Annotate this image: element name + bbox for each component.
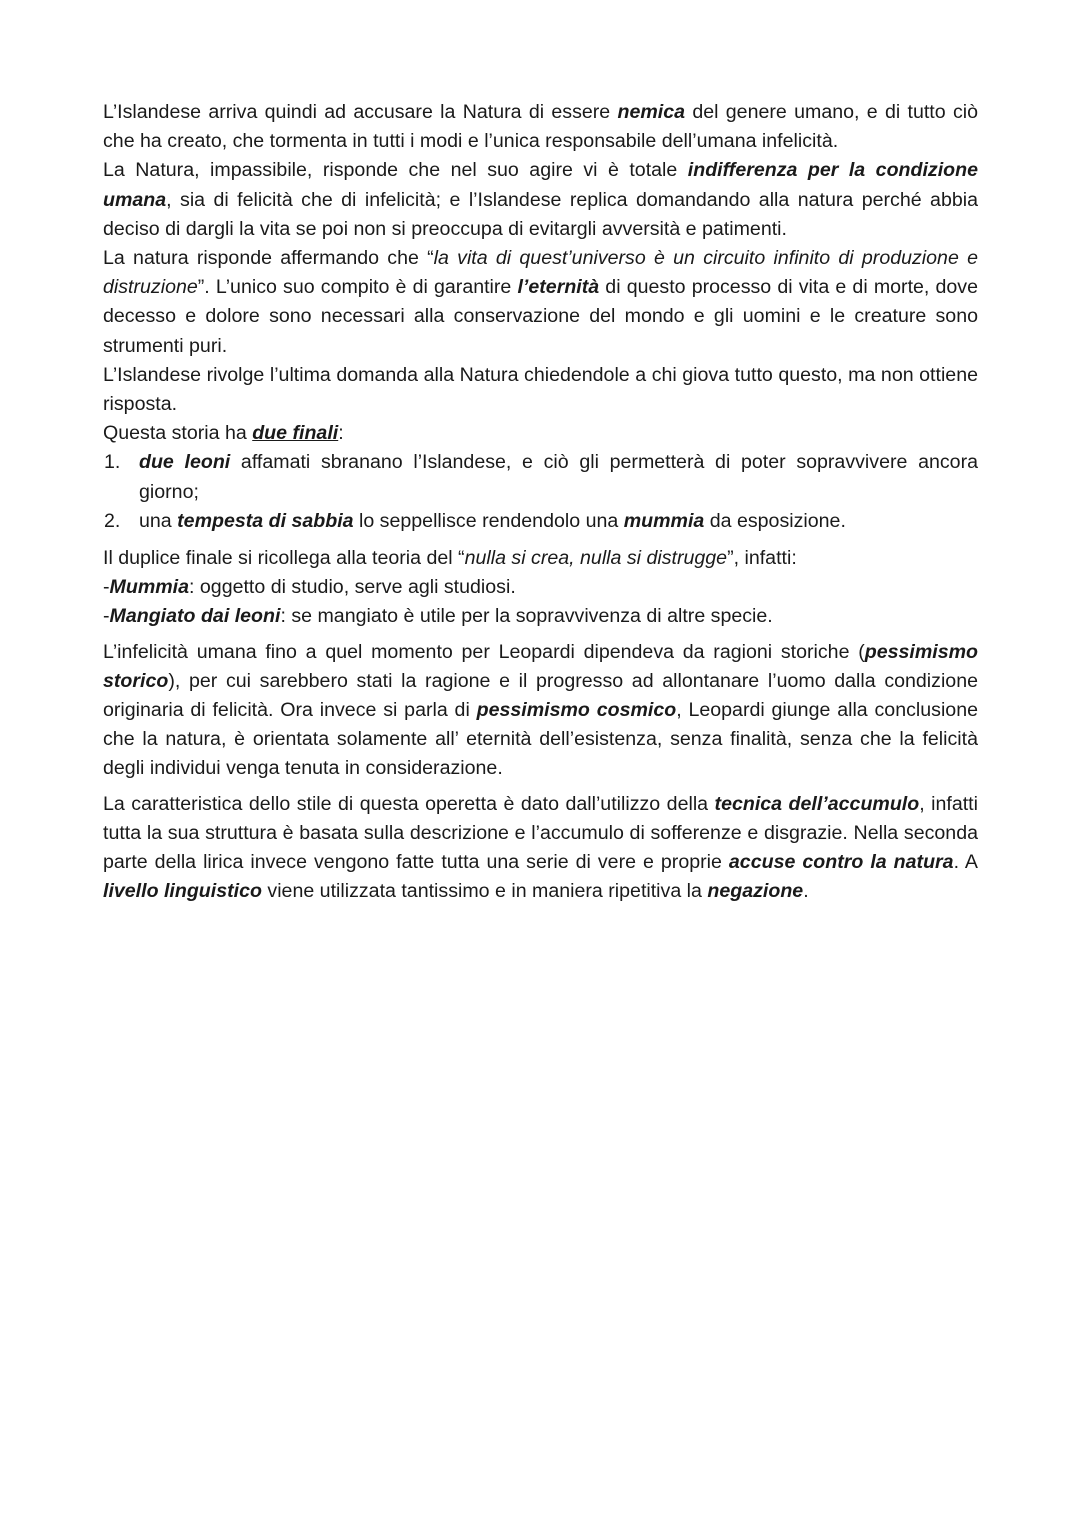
text-run: L’Islandese rivolge l’ultima domanda alla Natura chiedendole a chi giova tutto questo, ma non ottiene risposta. [103, 363, 978, 416]
text-run: . [803, 880, 809, 903]
quote-circuito: la vita di quest’universo è un circuito infinito di produzione e distruzione [103, 247, 978, 299]
text-run: da esposizione. [704, 509, 846, 532]
emphasis-due-finali: due finali [252, 422, 339, 445]
text-run: ”, infatti: [727, 547, 797, 570]
text-run: , sia di felicità che di infelicità; e l’Islandese replica domandando alla natura perché abbia deciso di dargli la vita se poi non si preoccupa di evitargli avversità e patimenti. [103, 188, 978, 240]
text-run: - [103, 576, 110, 599]
emphasis-pessimismo-cosmico: pessimismo cosmico [476, 699, 677, 722]
text-run: . A [953, 851, 978, 874]
emphasis-indifferenza: indifferenza per la condizione umana [103, 159, 979, 211]
text-run: lo seppellisce rendendolo una [353, 509, 624, 532]
text-run: : oggetto di studio, serve agli studiosi. [189, 576, 516, 599]
text-run: del genere umano, e di tutto ciò che ha creato, che tormenta in tutti i modi e l’unica responsabile dell’umana infelicità. [103, 101, 978, 153]
emphasis-livello-linguistico: livello linguistico [103, 880, 262, 903]
paragraph-endings-intro [103, 419, 978, 448]
paragraph-pessimism [103, 638, 978, 784]
emphasis-due-leoni: due leoni [139, 451, 231, 474]
paragraph-last-question [103, 361, 978, 419]
text-run: L’Islandese arriva quindi ad accusare la Natura di essere [103, 101, 618, 123]
text-run: affamati sbranano l’Islandese, e ciò gli permetterà di poter sopravvivere ancora giorno; [139, 451, 978, 503]
text-run: , Leopardi giunge alla conclusione che la natura, è orientata solamente all’ eternità dell’esistenza, senza finalità, senza che la felicità degli individui venga tenuta in considerazione. [103, 699, 978, 780]
endings-list [103, 448, 978, 536]
emphasis-eternita: l’eternità [517, 276, 600, 299]
text-run: : se mangiato è utile per la sopravvivenza di altre specie. [280, 605, 773, 628]
text-run: La Natura, impassibile, risponde che nel suo agire vi è totale [103, 159, 688, 182]
paragraph-double-ending [103, 544, 978, 573]
text-run: - [103, 605, 110, 628]
emphasis-mummia: mummia [623, 509, 705, 532]
text-run: La caratteristica dello stile di questa operetta è dato dall’utilizzo della [103, 792, 715, 815]
text-run: L’infelicità umana fino a quel momento per Leopardi dipendeva da ragioni storiche ( [103, 640, 865, 663]
list-number: 2. [104, 509, 121, 532]
emphasis-pessimismo-storico: pessimismo storico [103, 640, 978, 692]
text-run: ), per cui sarebbero stati la ragione e il progresso ad allontanare l’uomo dalla condizione originaria di felicità. Ora invece si parla di [103, 669, 978, 722]
line-mangiato [103, 602, 978, 631]
emphasis-tecnica-accumulo: tecnica dell’accumulo [714, 792, 920, 815]
paragraph-circuit [103, 244, 978, 361]
text-run: : [338, 422, 344, 445]
emphasis-negazione: negazione [707, 880, 804, 903]
list-item [103, 507, 978, 536]
emphasis-accuse: accuse contro la natura [728, 851, 954, 874]
text-run: La natura risponde affermando che “ [103, 247, 434, 270]
text-run: una [139, 509, 178, 532]
text-run: ”. L’unico suo compito è di garantire [197, 276, 518, 299]
emphasis-nemica: nemica [617, 101, 686, 123]
paragraph-accusation [103, 98, 978, 156]
text-run: Questa storia ha [103, 422, 253, 445]
emphasis-tempesta: tempesta di sabbia [177, 509, 354, 532]
emphasis-mangiato-label: Mangiato dai leoni [109, 605, 281, 628]
text-run: di questo processo di vita e di morte, dove decesso e dolore sono necessari alla conservazione del mondo e gli uomini e le creature sono strumenti puri. [103, 276, 979, 357]
line-mummia [103, 573, 978, 602]
list-item [103, 448, 978, 506]
text-run: , infatti tutta la sua struttura è basata sulla descrizione e l’accumulo di sofferenze e disgrazie. Nella seconda parte della lirica invece vengono fatte tutta una serie di vere e proprie [103, 792, 978, 874]
emphasis-mummia-label: Mummia [109, 576, 190, 599]
paragraph-style [103, 790, 978, 907]
quote-nulla-si-crea: nulla si crea, nulla si distrugge [464, 547, 728, 570]
text-run: Il duplice finale si ricollega alla teoria del “ [103, 547, 465, 570]
text-run: viene utilizzata tantissimo e in maniera ripetitiva la [261, 880, 708, 903]
list-number: 1. [104, 451, 121, 474]
paragraph-indifference [103, 156, 978, 244]
